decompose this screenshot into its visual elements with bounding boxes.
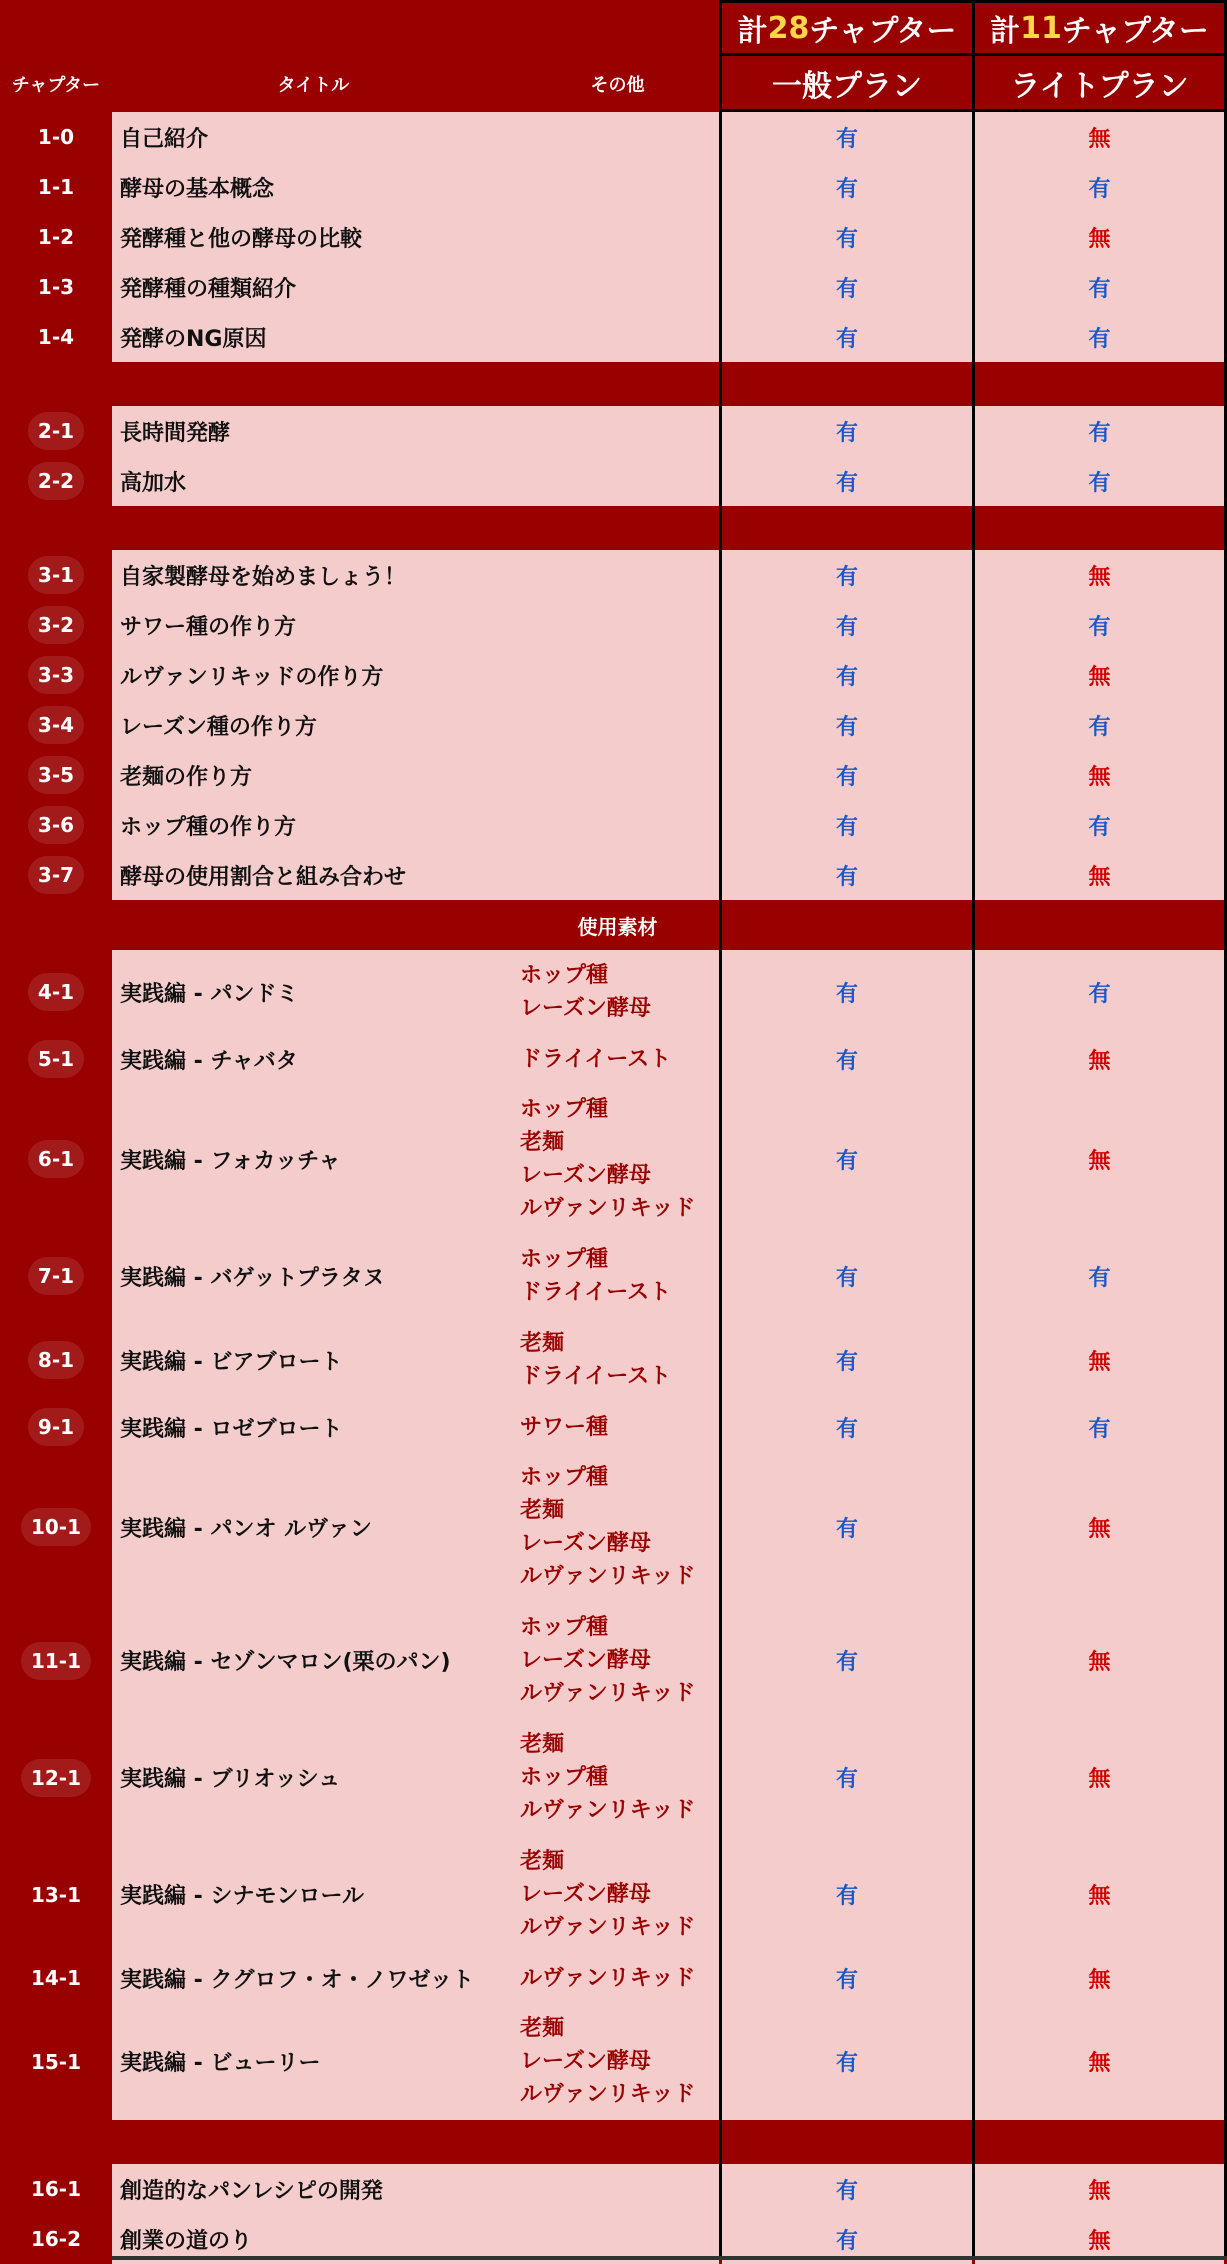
chapter-title: サワー種の作り方 — [120, 614, 297, 640]
materials-list — [520, 1034, 671, 1084]
chapter-number-cell — [0, 1402, 112, 1452]
general-plan-availability: 有 — [835, 2051, 858, 2076]
table-row — [0, 950, 1227, 1034]
chapter-number-cell — [0, 2214, 112, 2264]
table-row — [0, 162, 1227, 212]
general-plan-availability: 有 — [835, 664, 858, 690]
materials-list — [520, 950, 651, 1034]
material-item: 老麺 — [520, 1849, 565, 1874]
general-plan-availability: 有 — [835, 864, 858, 890]
material-item: ホップ種 — [520, 1615, 609, 1640]
chapter-title: 酵母の基本概念 — [120, 176, 275, 202]
material-item: ルヴァンリキッド — [520, 1965, 696, 1991]
materials-list — [520, 2003, 695, 2120]
chapter-number-cell — [0, 262, 112, 312]
chapter-title: 実践編 - パンドミ — [120, 981, 299, 1007]
general-plan-availability: 有 — [835, 1884, 858, 1909]
chapter-number-cell — [0, 456, 112, 506]
section-divider — [0, 506, 1227, 550]
chapter-title: ルヴァンリキッドの作り方 — [120, 664, 384, 690]
chapter-number-cell — [0, 1836, 112, 1953]
chapter-number-badge: 9-1 — [28, 1408, 84, 1446]
chapter-number-badge: 1-3 — [37, 275, 75, 299]
chapter-number-cell — [0, 550, 112, 600]
chapter-title: 実践編 - チャバタ — [120, 1048, 298, 1074]
table-row — [0, 1084, 1227, 1234]
chapter-number-badge: 5-1 — [28, 1040, 84, 1078]
chapter-number-cell — [0, 162, 112, 212]
light-plan-count-header: 計 11 チャプター — [972, 0, 1227, 56]
chapter-number-cell — [0, 950, 112, 1034]
materials-section-label: 使用素材 — [577, 914, 658, 939]
chapter-number-cell — [0, 1452, 112, 1602]
chapter-number-cell — [0, 750, 112, 800]
table-row — [0, 550, 1227, 600]
light-plan-availability: 無 — [1088, 864, 1111, 890]
materials-list — [520, 1836, 695, 1953]
material-item: レーズン酵母 — [520, 2049, 651, 2074]
material-item: ルヴァンリキッド — [520, 1564, 696, 1589]
chapter-number-badge: 7-1 — [28, 1257, 84, 1295]
material-item: ホップ種 — [520, 963, 609, 988]
general-plan-availability: 有 — [835, 276, 858, 302]
chapter-number-badge: 3-4 — [28, 706, 84, 744]
chapter-title: 実践編 - セゾンマロン(栗のパン) — [120, 1650, 451, 1675]
general-plan-availability: 有 — [835, 326, 858, 352]
table-row — [0, 1719, 1227, 1836]
general-plan-availability: 有 — [835, 714, 858, 740]
materials-list — [520, 1402, 608, 1452]
chapter-number-cell — [0, 1719, 112, 1836]
table-row — [0, 650, 1227, 700]
chapter-number-badge: 16-1 — [30, 2177, 82, 2201]
light-plan-availability: 無 — [1088, 1650, 1111, 1675]
light-plan-availability: 無 — [1088, 564, 1111, 590]
table-row — [0, 1452, 1227, 1602]
chapter-title: 発酵種と他の酵母の比較 — [120, 226, 363, 252]
material-item: ルヴァンリキッド — [520, 1798, 696, 1823]
general-plan-availability: 有 — [835, 1048, 858, 1074]
light-plan-availability: 無 — [1088, 664, 1111, 690]
chapter-number-cell — [0, 1034, 112, 1084]
general-plan-availability: 有 — [835, 126, 858, 152]
materials-list — [520, 1084, 695, 1234]
table-row — [0, 1234, 1227, 1318]
general-plan-availability: 有 — [835, 420, 858, 446]
chapter-column-header: チャプター — [11, 75, 101, 96]
general-plan-availability: 有 — [835, 981, 858, 1007]
table-row — [0, 262, 1227, 312]
general-plan-availability: 有 — [835, 176, 858, 202]
section-divider — [0, 362, 1227, 406]
chapter-number-cell — [0, 2003, 112, 2120]
light-plan-availability: 無 — [1088, 1767, 1111, 1792]
table-row — [0, 2164, 1227, 2214]
general-plan-availability: 有 — [835, 1767, 858, 1792]
chapter-title: 実践編 - シナモンロール — [120, 1884, 365, 1909]
chapter-number-badge: 11-1 — [21, 1642, 91, 1680]
general-plan-availability: 有 — [835, 226, 858, 252]
column-header-row — [0, 56, 1227, 112]
materials-list — [520, 1953, 695, 2003]
material-item: ルヴァンリキッド — [520, 2082, 696, 2107]
chapter-number-badge: 3-3 — [28, 656, 84, 694]
general-plan-availability: 有 — [835, 1265, 858, 1291]
material-item: 老麺 — [520, 2016, 565, 2041]
light-plan-availability: 有 — [1088, 470, 1111, 496]
general-plan-availability: 有 — [835, 1416, 858, 1442]
material-item: ホップ種 — [520, 1097, 609, 1122]
table-row — [0, 1836, 1227, 1953]
general-plan-availability: 有 — [835, 614, 858, 640]
light-plan-availability: 有 — [1088, 420, 1111, 446]
chapter-title: 創業の道のり — [120, 2228, 253, 2254]
chapter-number-cell — [0, 650, 112, 700]
table-row — [0, 1602, 1227, 1719]
material-item: ホップ種 — [520, 1765, 609, 1790]
chapter-number-badge: 3-7 — [28, 856, 84, 894]
chapter-number-badge: 16-2 — [30, 2227, 82, 2251]
light-plan-availability: 有 — [1088, 981, 1111, 1007]
light-plan-availability: 無 — [1088, 226, 1111, 252]
title-column-header: タイトル — [277, 75, 350, 96]
cell-background — [112, 456, 719, 506]
material-item: ルヴァンリキッド — [520, 1915, 696, 1940]
chapter-title: 発酵のNG原因 — [120, 326, 267, 352]
chapter-number-badge: 1-0 — [37, 125, 75, 149]
general-plan-availability: 有 — [835, 764, 858, 790]
chapter-title: 創造的なパンレシピの開発 — [120, 2178, 383, 2204]
table-row — [0, 1953, 1227, 2003]
light-plan-availability: 有 — [1088, 176, 1111, 202]
chapter-number-badge: 1-2 — [37, 225, 75, 249]
light-plan-availability: 有 — [1088, 814, 1111, 840]
light-plan-availability: 有 — [1088, 1416, 1111, 1442]
chapter-title: 実践編 - フォカッチャ — [120, 1148, 341, 1174]
table-row — [0, 112, 1227, 162]
material-item: ルヴァンリキッド — [520, 1196, 696, 1221]
chapter-number-cell — [0, 600, 112, 650]
light-plan-availability: 有 — [1088, 1265, 1111, 1291]
chapter-number-cell — [0, 1318, 112, 1402]
light-plan-availability: 無 — [1088, 2178, 1111, 2204]
table-row — [0, 2003, 1227, 2120]
chapter-number-cell — [0, 1602, 112, 1719]
chapter-number-badge: 13-1 — [30, 1882, 82, 1907]
table-row — [0, 1318, 1227, 1402]
chapter-number-cell — [0, 406, 112, 456]
chapter-number-badge: 3-6 — [28, 806, 84, 844]
material-item: 老麺 — [520, 1732, 565, 1757]
chapter-number-cell — [0, 1953, 112, 2003]
chapter-number-cell — [0, 800, 112, 850]
light-plan-availability: 有 — [1088, 276, 1111, 302]
chapter-number-badge: 3-5 — [28, 756, 84, 794]
general-plan-availability: 有 — [835, 1349, 858, 1375]
table-row — [0, 850, 1227, 900]
chapter-number-badge: 12-1 — [21, 1759, 91, 1797]
general-plan-availability: 有 — [835, 814, 858, 840]
material-item: レーズン酵母 — [520, 1648, 651, 1673]
light-plan-availability: 無 — [1088, 1349, 1111, 1375]
chapter-number-badge: 3-1 — [28, 556, 84, 594]
chapter-title: 高加水 — [120, 470, 187, 496]
general-plan-availability: 有 — [835, 1650, 858, 1675]
general-plan-availability: 有 — [835, 1516, 858, 1542]
material-item: 老麺 — [520, 1498, 565, 1523]
material-item: サワー種 — [520, 1414, 609, 1440]
general-plan-count: 28 — [767, 10, 810, 46]
table-bottom-border — [112, 2256, 1227, 2260]
material-item: レーズン酵母 — [520, 1882, 651, 1907]
general-plan-availability: 有 — [835, 2178, 858, 2204]
materials-list — [520, 1234, 671, 1318]
chapter-title: 実践編 - クグロフ・オ・ノワゼット — [120, 1967, 475, 1993]
material-item: ルヴァンリキッド — [520, 1681, 696, 1706]
material-item: ドライイースト — [520, 1280, 672, 1305]
chapter-title: 酵母の使用割合と組み合わせ — [120, 864, 407, 890]
chapter-title: 実践編 - ブリオッシュ — [120, 1767, 341, 1792]
general-plan-availability: 有 — [835, 2228, 858, 2254]
section-divider — [0, 2120, 1227, 2164]
light-plan-availability: 無 — [1088, 1148, 1111, 1174]
chapter-number-badge: 1-1 — [37, 175, 75, 199]
chapter-title: 実践編 - ビアブロート — [120, 1349, 343, 1375]
chapter-number-badge: 8-1 — [28, 1341, 84, 1379]
chapter-number-badge: 10-1 — [21, 1508, 91, 1546]
material-item: レーズン酵母 — [520, 1531, 651, 1556]
light-plan-header: ライトプラン — [972, 56, 1227, 112]
general-plan-header: 一般プラン — [719, 56, 975, 112]
column-divider — [972, 0, 975, 2260]
table-row — [0, 212, 1227, 262]
materials-list — [520, 1452, 695, 1602]
chapter-number-cell — [0, 212, 112, 262]
chapter-number-cell — [0, 700, 112, 750]
chapter-number-cell — [0, 1234, 112, 1318]
table-row — [0, 600, 1227, 650]
chapter-number-badge: 14-1 — [30, 1966, 82, 1990]
chapter-number-badge: 2-1 — [28, 412, 84, 450]
other-column-header: その他 — [590, 75, 645, 96]
light-plan-availability: 無 — [1088, 2051, 1111, 2076]
light-plan-availability: 無 — [1088, 764, 1111, 790]
chapter-number-badge: 1-4 — [37, 325, 75, 349]
chapter-number-badge: 6-1 — [28, 1140, 84, 1178]
general-plan-availability: 有 — [835, 1148, 858, 1174]
column-divider — [719, 0, 722, 2260]
general-plan-availability: 有 — [835, 470, 858, 496]
general-plan-availability: 有 — [835, 564, 858, 590]
table-row — [0, 312, 1227, 362]
material-item: レーズン酵母 — [520, 996, 651, 1021]
table-row — [0, 700, 1227, 750]
chapter-title: 自家製酵母を始めましょう！ — [120, 564, 407, 590]
plan-count-header-row — [0, 0, 1227, 56]
materials-list — [520, 1318, 671, 1402]
general-plan-count-header: 計 28 チャプター — [719, 0, 975, 56]
chapter-title: 実践編 - バゲットプラタヌ — [120, 1265, 385, 1291]
chapter-number-badge: 3-2 — [28, 606, 84, 644]
light-plan-availability: 無 — [1088, 1967, 1111, 1993]
chapter-title: ホップ種の作り方 — [120, 814, 297, 840]
table-row — [0, 406, 1227, 456]
materials-list — [520, 1602, 695, 1719]
chapter-number-badge: 2-2 — [28, 462, 84, 500]
light-plan-availability: 無 — [1088, 2228, 1111, 2254]
light-plan-availability: 無 — [1088, 1884, 1111, 1909]
table-row — [0, 1034, 1227, 1084]
table-row — [0, 1402, 1227, 1452]
chapter-number-cell — [0, 2164, 112, 2214]
material-item: 老麺 — [520, 1130, 565, 1155]
chapter-title: 老麺の作り方 — [120, 764, 253, 790]
chapter-number-cell — [0, 1084, 112, 1234]
chapter-number-badge: 4-1 — [28, 973, 84, 1011]
table-row — [0, 750, 1227, 800]
chapter-number-badge: 15-1 — [30, 2049, 82, 2074]
material-item: ホップ種 — [520, 1247, 609, 1272]
chapter-number-cell — [0, 112, 112, 162]
material-item: ホップ種 — [520, 1465, 609, 1490]
chapter-title: 実践編 - ビューリー — [120, 2051, 321, 2076]
chapter-title: 自己紹介 — [120, 126, 209, 152]
chapter-title: 発酵種の種類紹介 — [120, 276, 297, 302]
chapter-title: レーズン種の作り方 — [120, 714, 317, 740]
light-plan-availability: 有 — [1088, 714, 1111, 740]
chapter-title: 実践編 - ロゼブロート — [120, 1416, 343, 1442]
general-plan-availability: 有 — [835, 1967, 858, 1993]
chapter-title: 長時間発酵 — [120, 420, 231, 446]
light-plan-availability: 有 — [1088, 614, 1111, 640]
light-plan-count: 11 — [1020, 10, 1062, 46]
materials-list — [520, 1719, 695, 1836]
light-plan-availability: 無 — [1088, 1516, 1111, 1542]
chapter-number-cell — [0, 312, 112, 362]
table-row — [0, 456, 1227, 506]
chapter-title: 実践編 - パンオ ルヴァン — [120, 1516, 372, 1542]
material-item: 老麺 — [520, 1331, 565, 1356]
table-row — [0, 800, 1227, 850]
light-plan-availability: 有 — [1088, 326, 1111, 352]
material-item: レーズン酵母 — [520, 1163, 651, 1188]
material-item: ドライイースト — [520, 1046, 672, 1072]
section-divider — [0, 900, 1227, 950]
light-plan-availability: 無 — [1088, 126, 1111, 152]
chapter-number-cell — [0, 850, 112, 900]
light-plan-availability: 無 — [1088, 1048, 1111, 1074]
material-item: ドライイースト — [520, 1364, 672, 1389]
